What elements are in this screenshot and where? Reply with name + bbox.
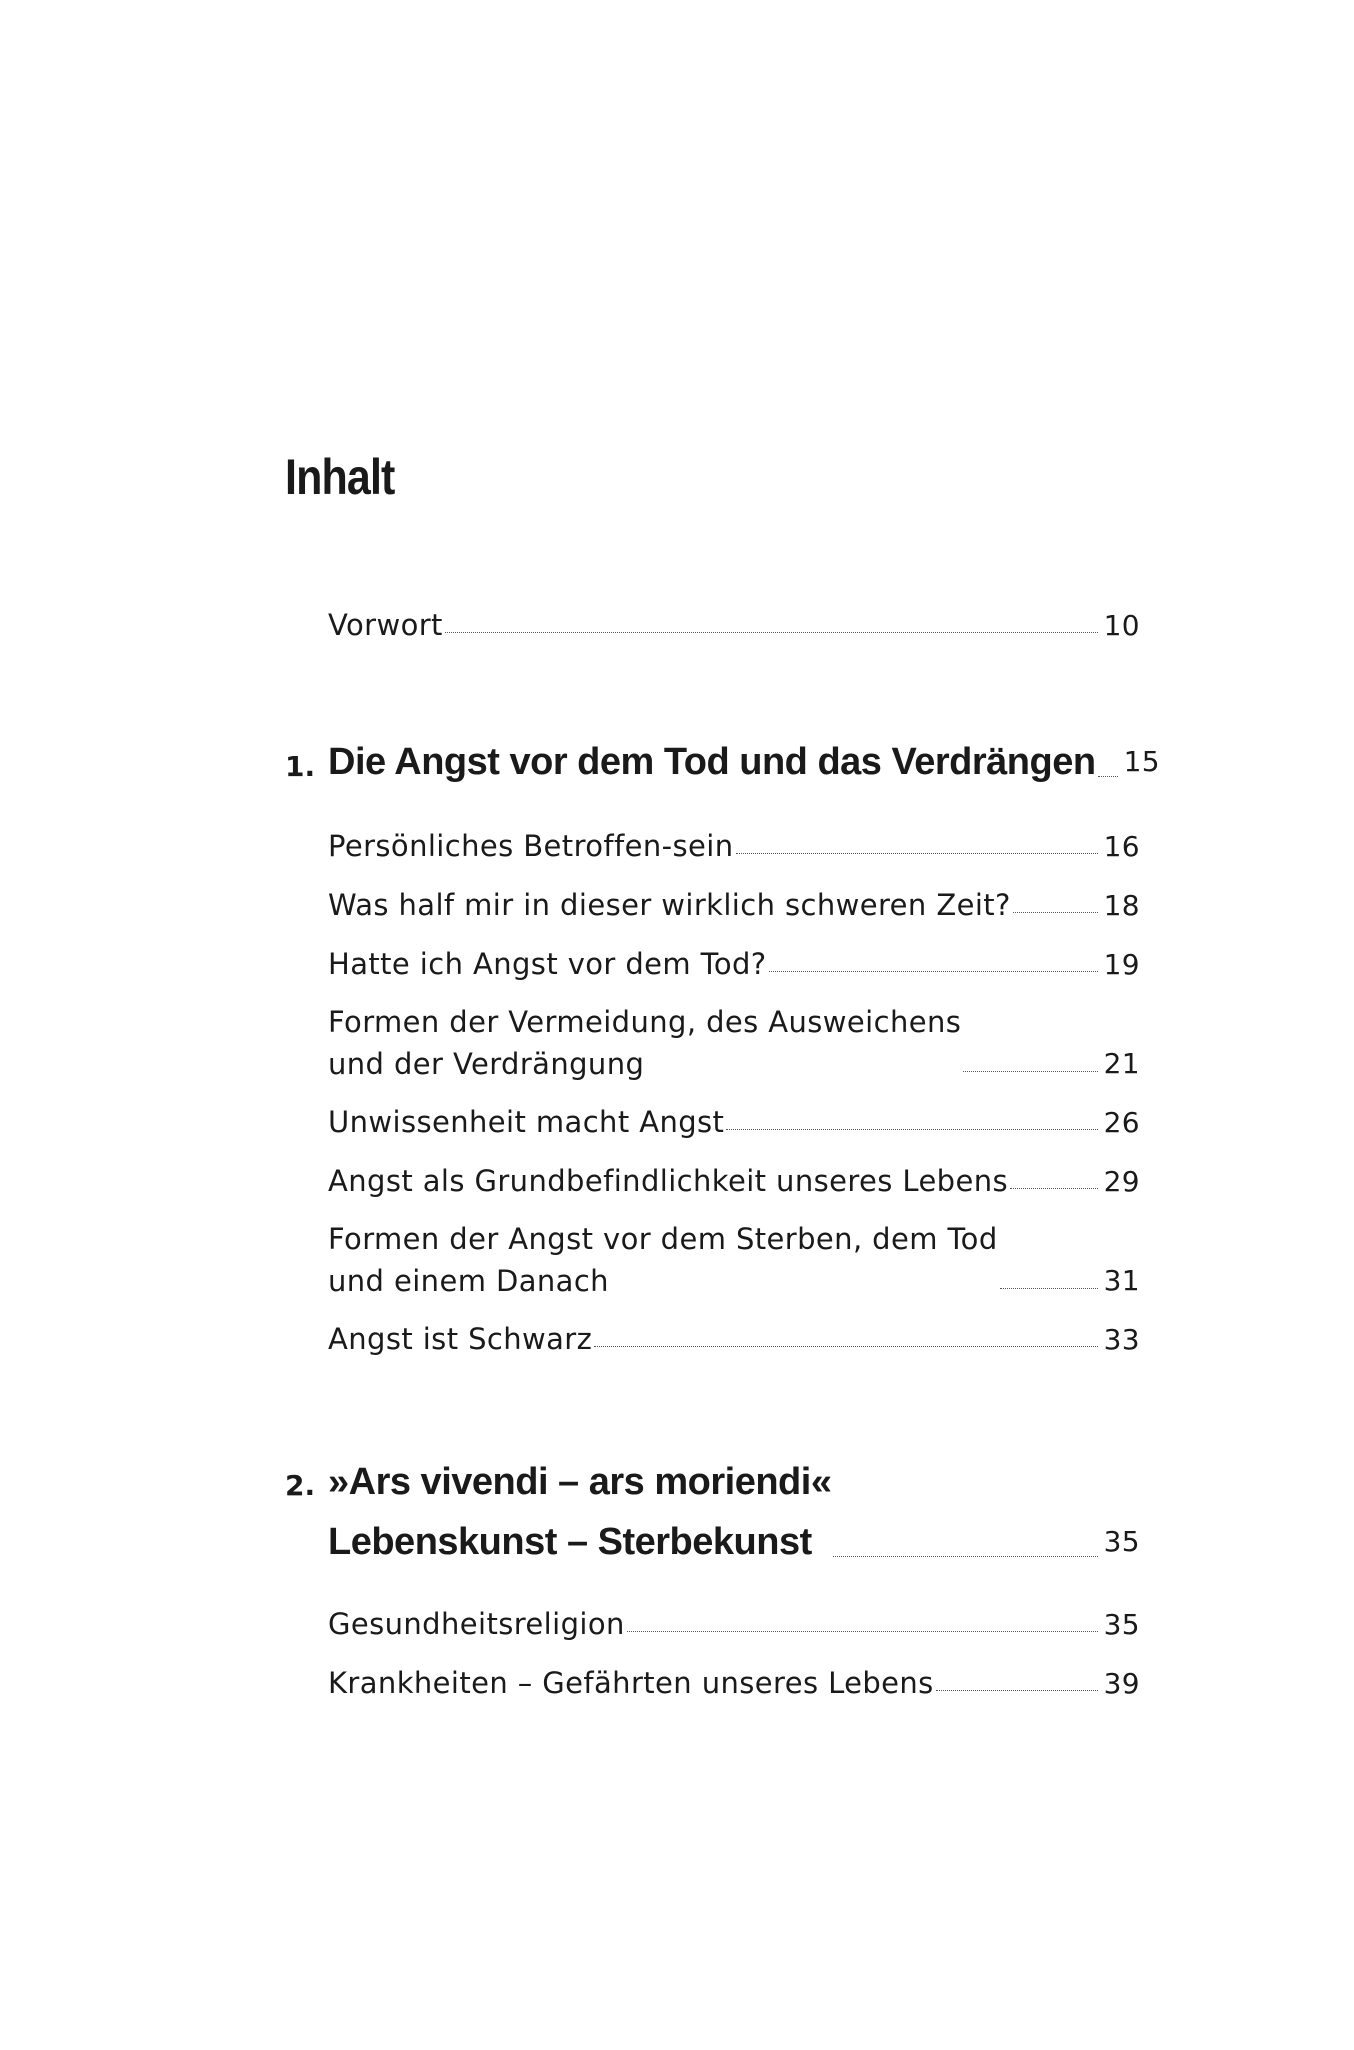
toc-page-number: 19 <box>1103 948 1140 981</box>
dot-leader <box>1098 775 1118 777</box>
toc-entry-label: Hatte ich Angst vor dem Tod? <box>328 947 767 981</box>
toc-entry-label: Formen der Angst vor dem Sterben, dem Tod und einem Danach <box>328 1222 998 1298</box>
chapter-number: 1. <box>285 750 316 783</box>
toc-entry[interactable] <box>328 826 1140 867</box>
dot-leader <box>726 1128 1097 1130</box>
page-title: Inhalt <box>285 449 395 505</box>
toc-page-number: 31 <box>1103 1264 1140 1297</box>
toc-page-number: 26 <box>1103 1106 1140 1139</box>
dot-leader <box>833 1555 1097 1557</box>
dot-leader <box>594 1345 1097 1347</box>
toc-chapter-1[interactable] <box>328 732 1160 792</box>
toc-page-number: 10 <box>1103 609 1140 642</box>
toc-entry[interactable] <box>328 1161 1140 1202</box>
toc-page-number: 33 <box>1103 1323 1140 1356</box>
dot-leader <box>445 631 1098 633</box>
toc-entry[interactable] <box>328 1102 1140 1143</box>
toc-entry-label: Gesundheitsreligion <box>328 1607 625 1641</box>
toc-page-number: 16 <box>1103 830 1140 863</box>
toc-chapter-2[interactable] <box>328 1452 1140 1572</box>
toc-page-number: 35 <box>1103 1608 1140 1641</box>
dot-leader <box>627 1630 1098 1632</box>
toc-page-number: 39 <box>1103 1667 1140 1700</box>
toc-entry-label: Was half mir in dieser wirklich schweren Zeit? <box>328 888 1011 922</box>
toc-entry-label: Angst ist Schwarz <box>328 1322 593 1356</box>
toc-entry-label: Persönliches Betroffen-sein <box>328 829 734 863</box>
toc-entry[interactable] <box>328 1319 1140 1360</box>
dot-leader <box>769 970 1098 972</box>
toc-page-number: 18 <box>1103 889 1140 922</box>
dot-leader <box>1013 911 1098 913</box>
toc-entry-foreword[interactable] <box>328 605 1140 646</box>
toc-entry[interactable] <box>328 1663 1140 1704</box>
toc-entry[interactable] <box>328 944 1140 985</box>
toc-entry-label: Angst als Grundbefindlichkeit unseres Lebens <box>328 1164 1009 1198</box>
toc-entry[interactable] <box>328 1604 1140 1645</box>
toc-entry-label: Krankheiten – Gefährten unseres Lebens <box>328 1666 934 1700</box>
chapter-number: 2. <box>285 1469 316 1502</box>
toc-entry[interactable] <box>328 1001 1140 1085</box>
toc-page-number: 29 <box>1103 1165 1140 1198</box>
toc-entry[interactable] <box>328 1218 1140 1302</box>
dot-leader <box>736 852 1098 854</box>
chapter-title: Die Angst vor dem Tod und das Verdrängen <box>328 741 1096 783</box>
chapter-title: »Ars vivendi – ars moriendi« Lebenskunst – Sterbekunst <box>328 1461 832 1563</box>
toc-entry-label: Vorwort <box>328 608 443 642</box>
dot-leader <box>1000 1287 1098 1289</box>
toc-entry[interactable] <box>328 885 1140 926</box>
toc-entry-label: Formen der Vermeidung, des Ausweichens und der Verdrängung <box>328 1005 962 1081</box>
toc-page-number: 21 <box>1103 1047 1140 1080</box>
dot-leader <box>963 1070 1097 1072</box>
dot-leader <box>1010 1187 1098 1189</box>
toc-entry-label: Unwissenheit macht Angst <box>328 1105 725 1139</box>
dot-leader <box>936 1689 1098 1691</box>
toc-page-number: 35 <box>1103 1525 1140 1558</box>
toc-page-number: 15 <box>1123 745 1160 778</box>
